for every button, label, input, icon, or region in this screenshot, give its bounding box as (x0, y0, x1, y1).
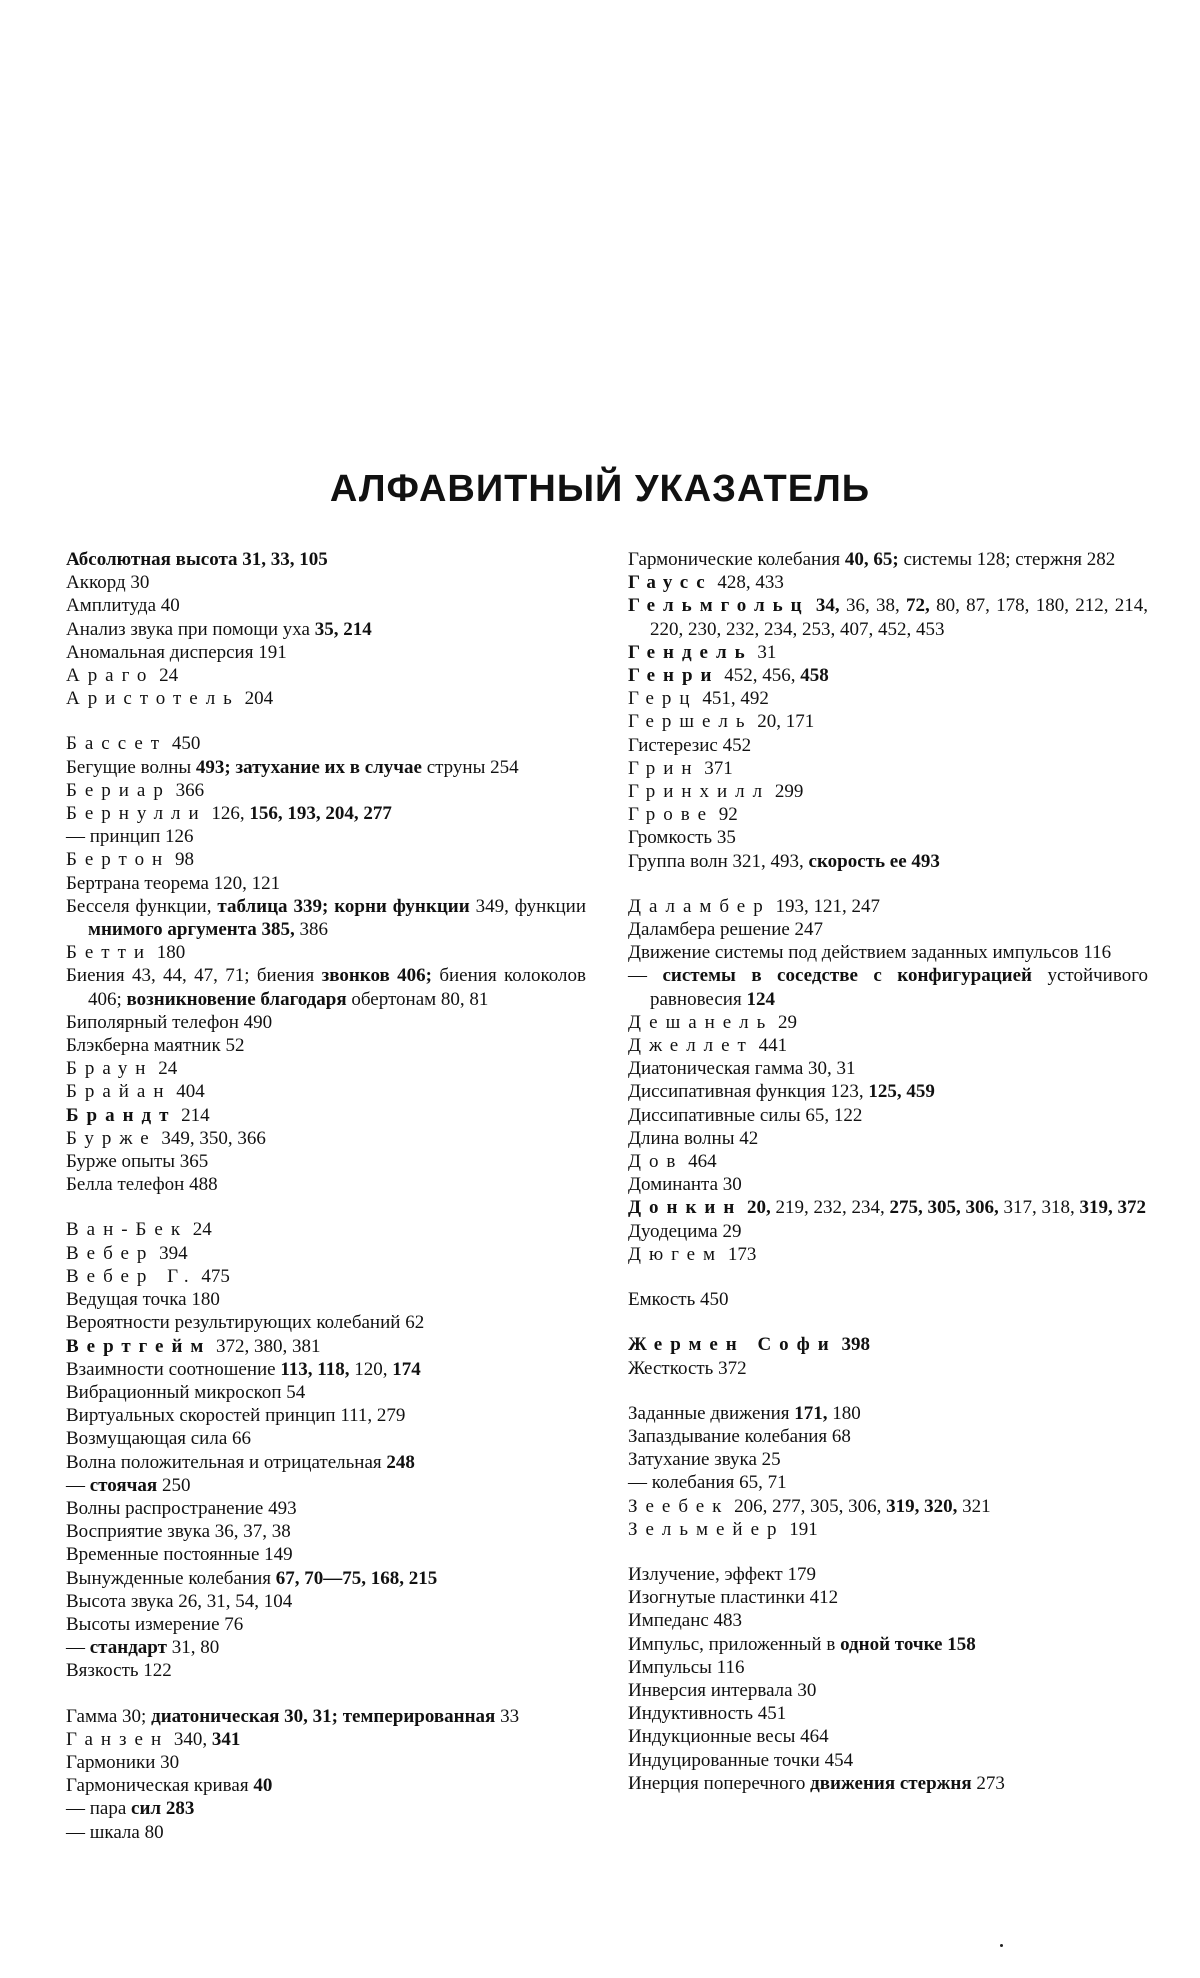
index-entry (66, 1659, 586, 1682)
entry-text: сил 283 (131, 1798, 195, 1820)
entry-name: Донкин (628, 1197, 743, 1219)
index-entry (628, 1011, 1148, 1034)
entry-text: Диатоническая гамма 30, 31 (628, 1058, 856, 1080)
entry-text: Высоты измерение 76 (66, 1613, 244, 1635)
entry-text: 319, 372 (1079, 1197, 1146, 1219)
entry-text: Вынужденные колебания (66, 1567, 276, 1589)
entry-text: Вибрационный микроскоп 54 (66, 1381, 306, 1403)
entry-text: 173 (723, 1243, 757, 1265)
entry-text: Бесселя функции, (66, 895, 218, 917)
index-entry (628, 1173, 1148, 1196)
index-entry (66, 1034, 586, 1057)
index-entry (66, 1427, 586, 1450)
index-column-left (66, 548, 586, 1844)
entry-name: Вертгейм (66, 1335, 212, 1357)
index-entry (628, 1702, 1148, 1725)
entry-text: 193, 121, 247 (770, 895, 880, 917)
entry-text: звонков 406; (321, 965, 432, 987)
entry-name: Бериар (66, 779, 171, 801)
index-entry (66, 1751, 586, 1774)
entry-text: 31, 80 (166, 1637, 220, 1659)
entry-text: 171, (794, 1402, 828, 1424)
entry-text: Гармоническая кривая (66, 1775, 254, 1797)
entry-text: стоячая (89, 1474, 158, 1496)
entry-text: возникновение благодаря (126, 988, 347, 1010)
entry-name: Дюгем (628, 1243, 724, 1265)
entry-text: 321 (957, 1495, 991, 1517)
index-entry (66, 964, 586, 1010)
entry-text: 458 (800, 665, 829, 687)
entry-text: Бертрана теорема 120, 121 (66, 872, 281, 894)
entry-text: 450 (167, 733, 201, 755)
entry-text: Затухание звука 25 (628, 1449, 781, 1471)
index-entry (628, 1633, 1148, 1656)
entry-name: Гершель (628, 711, 753, 733)
index-entry (66, 1567, 586, 1590)
entry-text: Дуодецима 29 (628, 1220, 742, 1242)
entry-text: 24 (154, 665, 179, 687)
index-entry (628, 1220, 1148, 1243)
entry-text: мнимого аргумента 385, (88, 919, 295, 941)
index-entry (628, 850, 1148, 873)
entry-text: Гармонические колебания (628, 549, 845, 570)
entry-text: биения колоколов 406; (88, 965, 587, 1010)
entry-text: системы в соседстве с конфигурацией (662, 965, 1032, 987)
entry-name: Даламбер (628, 895, 771, 917)
entry-text: — (628, 965, 663, 987)
entry-text: 31 (752, 641, 777, 663)
entry-text: Вязкость 122 (66, 1660, 172, 1682)
index-entry (628, 1288, 1148, 1311)
entry-text: 340, (169, 1728, 212, 1750)
entry-text: 372, 380, 381 (211, 1335, 321, 1357)
entry-text: 214 (176, 1104, 210, 1126)
entry-text: 24 (153, 1058, 178, 1080)
entry-text: Движение системы под действием заданных импульсов 116 (628, 942, 1112, 964)
index-entry (66, 1150, 586, 1173)
entry-text: — (66, 1637, 90, 1659)
index-entry (66, 664, 586, 687)
index-entry (66, 1774, 586, 1797)
entry-name: Вебер (66, 1242, 155, 1264)
index-entry (66, 1173, 586, 1196)
index-entry (66, 895, 586, 941)
entry-text: Излучение, эффект 179 (628, 1563, 816, 1585)
index-entry (66, 571, 586, 594)
entry-name: Браун (66, 1058, 154, 1080)
entry-text: Изогнутые пластинки 412 (628, 1587, 839, 1609)
entry-text: 191 (784, 1518, 818, 1540)
entry-text: стандарт (89, 1637, 167, 1659)
entry-text: 275, 305, 306, (889, 1197, 999, 1219)
entry-text: 180 (152, 942, 186, 964)
entry-text: Возмущающая сила 66 (66, 1428, 252, 1450)
entry-name: Жермен Софи (628, 1334, 837, 1356)
index-entry (66, 1520, 586, 1543)
entry-text: 180 (827, 1402, 861, 1424)
entry-text: Биения 43, 44, 47, 71; биения (66, 965, 322, 987)
index-entry (66, 1404, 586, 1427)
index-entry (66, 641, 586, 664)
entry-text: — шкала 80 (66, 1821, 164, 1843)
section-gap (628, 1541, 1148, 1563)
index-entry (66, 756, 586, 779)
index-entry (628, 1725, 1148, 1748)
entry-text: 349, функции (469, 895, 586, 917)
section-gap (628, 1380, 1148, 1402)
entry-text: 475 (196, 1265, 230, 1287)
index-entry (66, 941, 586, 964)
entry-text: 206, 277, 305, 306, (729, 1495, 887, 1517)
index-entry (66, 1335, 586, 1358)
entry-text: 299 (770, 781, 804, 803)
index-entry (66, 1497, 586, 1520)
entry-text: 33 (495, 1705, 520, 1727)
page-speck (1000, 1944, 1003, 1947)
index-entry (628, 964, 1148, 1010)
index-entry (628, 757, 1148, 780)
entry-text: — пара (66, 1798, 132, 1820)
index-entry (628, 895, 1148, 918)
index-entry (628, 1471, 1148, 1494)
entry-text: 72, (906, 595, 930, 617)
entry-text: Запаздывание колебания 68 (628, 1425, 851, 1447)
entry-name: Брайан (66, 1081, 172, 1103)
section-gap (66, 1196, 586, 1218)
index-entry (66, 1265, 586, 1288)
entry-text: 20, (742, 1197, 771, 1219)
entry-text: одной точке 158 (840, 1633, 976, 1655)
entry-text: 98 (170, 849, 194, 871)
entry-text: Импульсы 116 (628, 1656, 745, 1678)
entry-text: Бурже опыты 365 (66, 1151, 209, 1173)
entry-name: Джеллет (628, 1035, 754, 1057)
index-entry (66, 1381, 586, 1404)
index-entry (66, 1127, 586, 1150)
index-entry (66, 1288, 586, 1311)
entry-text: 35, 214 (314, 618, 372, 640)
index-entry (66, 1728, 586, 1751)
section-gap (628, 873, 1148, 895)
index-entry (628, 803, 1148, 826)
entry-text: Вероятности результирующих колебаний 62 (66, 1312, 425, 1334)
entry-text: 317, 318, (998, 1197, 1080, 1219)
entry-text: 36, 38, (845, 595, 907, 617)
index-entry (628, 1057, 1148, 1080)
entry-text: 174 (392, 1358, 421, 1380)
entry-text: устойчивого равновесия (650, 965, 1149, 1010)
entry-text: Доминанта 30 (628, 1174, 742, 1196)
index-entry (66, 1821, 586, 1844)
entry-text: Индукционные весы 464 (628, 1726, 829, 1748)
entry-text: 341 (211, 1728, 241, 1750)
entry-text: Временные постоянные 149 (66, 1544, 293, 1566)
entry-text: 24 (188, 1219, 212, 1241)
index-entry (66, 1011, 586, 1034)
entry-text: Аккорд 30 (66, 572, 150, 594)
entry-name: Дов (628, 1151, 684, 1173)
index-entry (628, 1656, 1148, 1679)
entry-text: Диссипативная функция 123, (628, 1081, 869, 1103)
index-entry (66, 848, 586, 871)
entry-text: 248 (386, 1451, 415, 1473)
entry-text: диатоническая 30, 31; темперированная (151, 1705, 496, 1727)
index-entry (628, 710, 1148, 733)
entry-text: 67, 70—75, 168, 215 (275, 1567, 438, 1589)
index-entry (628, 594, 1148, 640)
entry-text: 451, 492 (697, 688, 769, 710)
index-entry (628, 641, 1148, 664)
index-entry (628, 1609, 1148, 1632)
index-entry (66, 1104, 586, 1127)
entry-text: Анализ звука при помощи уха (66, 618, 315, 640)
index-entry (628, 1772, 1148, 1795)
section-gap (66, 710, 586, 732)
entry-text: Инверсия интервала 30 (628, 1679, 817, 1701)
entry-text: Бегущие волны (66, 756, 196, 778)
entry-text: Восприятие звука 36, 37, 38 (66, 1521, 291, 1543)
entry-name: Бурже (66, 1127, 157, 1149)
entry-name: Ганзен (66, 1728, 170, 1750)
entry-name: Бернулли (66, 803, 207, 825)
index-entry (628, 918, 1148, 941)
entry-name: Бертон (66, 849, 171, 871)
index-entry (628, 1196, 1148, 1219)
index-entry (628, 1150, 1148, 1173)
index-entry (66, 732, 586, 755)
index-entry (66, 779, 586, 802)
index-entry (628, 1127, 1148, 1150)
entry-text: 404 (171, 1081, 205, 1103)
index-entry (628, 548, 1148, 571)
index-entry (628, 1448, 1148, 1471)
entry-text: Аномальная дисперсия 191 (66, 641, 287, 663)
index-entry (66, 825, 586, 848)
index-entry (66, 1218, 586, 1241)
entry-name: Гаусс (628, 572, 713, 594)
entry-text: 219, 232, 234, (770, 1197, 890, 1219)
entry-text: Индуктивность 451 (628, 1703, 787, 1725)
index-entry (628, 1080, 1148, 1103)
entry-text: 493; затухание их в случае (195, 756, 422, 778)
index-entry (628, 1563, 1148, 1586)
entry-text: 394 (154, 1242, 188, 1264)
section-gap (628, 1266, 1148, 1288)
index-entry (628, 571, 1148, 594)
index-entry (66, 1311, 586, 1334)
entry-name: Грове (628, 804, 714, 826)
entry-name: Араго (66, 665, 155, 687)
entry-text: 441 (753, 1035, 788, 1057)
index-entry (628, 1518, 1148, 1541)
index-entry (66, 802, 586, 825)
index-entry (66, 1590, 586, 1613)
entry-name: Аристотель (66, 688, 240, 710)
entry-text: Белла телефон 488 (66, 1174, 218, 1196)
index-entry (628, 1243, 1148, 1266)
entry-text: Взаимности соотношение (66, 1358, 281, 1380)
entry-name: Зеебек (628, 1495, 730, 1517)
index-entry (628, 1104, 1148, 1127)
index-entry (628, 687, 1148, 710)
index-entry (628, 1425, 1148, 1448)
entry-text: 92 (713, 804, 738, 826)
section-gap (628, 1311, 1148, 1333)
index-column-right (628, 548, 1148, 1795)
entry-text: системы 128; стержня 282 (898, 549, 1116, 570)
entry-name: Гринхилл (628, 781, 771, 803)
index-entry (628, 1586, 1148, 1609)
entry-text: 156, 193, 204, 277 (249, 803, 392, 825)
entry-text: 124 (746, 988, 775, 1010)
entry-text: 40 (253, 1775, 273, 1797)
index-entry (66, 1474, 586, 1497)
index-entry (66, 1543, 586, 1566)
entry-text: 204 (239, 688, 274, 710)
index-entry (628, 826, 1148, 849)
index-entry (628, 1034, 1148, 1057)
entry-text: 398 (836, 1334, 870, 1356)
entry-text: Индуцированные точки 454 (628, 1749, 854, 1771)
entry-text: Абсолютная высота 31, (66, 549, 271, 570)
entry-text: Даламбера решение 247 (628, 919, 824, 941)
entry-text: Громкость 35 (628, 827, 736, 849)
entry-name: Гендель (628, 641, 753, 663)
index-entry (66, 1080, 586, 1103)
page-title: АЛФАВИТНЫЙ УКАЗАТЕЛЬ (329, 468, 871, 510)
entry-text: 20, 171 (752, 711, 815, 733)
entry-name: Дешанель (628, 1011, 774, 1033)
index-entry (66, 1613, 586, 1636)
entry-text: 40, 65; (844, 549, 899, 570)
index-entry (628, 734, 1148, 757)
index-entry (66, 618, 586, 641)
entry-name: Брандт (66, 1104, 177, 1126)
entry-name: Гельмгольц (628, 595, 810, 617)
entry-text: Гармоники 30 (66, 1751, 180, 1773)
entry-text: 386 (294, 919, 329, 941)
entry-text: 273 (971, 1772, 1005, 1794)
entry-text: 34, (809, 595, 846, 617)
entry-text: 349, 350, 366 (156, 1127, 266, 1149)
entry-text: 366 (170, 779, 205, 801)
index-entry (66, 1797, 586, 1820)
index-entry (628, 1495, 1148, 1518)
entry-text: Диссипативные силы 65, 122 (628, 1104, 863, 1126)
entry-text: 428, 433 (712, 572, 784, 594)
entry-name: Бассет (66, 733, 168, 755)
entry-name: Герц (628, 688, 698, 710)
entry-text: 319, 320, (886, 1495, 958, 1517)
entry-text: Заданные движения (628, 1402, 795, 1424)
index-entry (66, 687, 586, 710)
index-entry (66, 1057, 586, 1080)
entry-text: — колебания 65, 71 (628, 1472, 787, 1494)
entry-text: Импульс, приложенный в (628, 1633, 841, 1655)
index-entry (628, 1402, 1148, 1425)
entry-text: 113, 118, (280, 1358, 350, 1380)
entry-text: 29 (773, 1011, 798, 1033)
entry-text: 250 (157, 1474, 191, 1496)
index-entry (66, 548, 586, 571)
entry-name: Ван-Бек (66, 1219, 189, 1241)
entry-text: движения стержня (810, 1772, 972, 1794)
entry-text: Волны распространение 493 (66, 1497, 297, 1519)
index-entry (66, 872, 586, 895)
index-entry (628, 664, 1148, 687)
entry-name: Вебер Г. (66, 1265, 197, 1287)
entry-text: Блэкберна маятник 52 (66, 1035, 245, 1057)
entry-text: Жесткость 372 (628, 1357, 747, 1379)
entry-text: Высота звука 26, 31, 54, 104 (66, 1590, 293, 1612)
entry-text: 371 (699, 757, 733, 779)
index-entry (66, 594, 586, 617)
entry-text: Виртуальных скоростей принцип 111, 279 (66, 1405, 406, 1427)
entry-text: Инерция поперечного (628, 1772, 811, 1794)
entry-text: Импеданс 483 (628, 1610, 743, 1632)
entry-text: Гистерезис 452 (628, 734, 752, 756)
section-gap (66, 1683, 586, 1705)
entry-text: 464 (683, 1151, 717, 1173)
entry-text: Биполярный телефон 490 (66, 1011, 273, 1033)
entry-text: 33, 105 (270, 549, 328, 570)
index-entry (66, 1705, 586, 1728)
entry-text: Ведущая точка 180 (66, 1289, 220, 1311)
index-entry (628, 941, 1148, 964)
entry-text: 125, 459 (868, 1081, 935, 1103)
entry-text: струны 254 (421, 756, 519, 778)
index-entry (628, 1679, 1148, 1702)
entry-text: Гамма 30; (66, 1705, 152, 1727)
index-entry (628, 1333, 1148, 1356)
entry-text: Амплитуда 40 (66, 595, 180, 617)
entry-text: — (66, 1474, 90, 1496)
entry-text: — принцип 126 (66, 826, 194, 848)
entry-text: Емкость 450 (628, 1289, 729, 1311)
index-entry (628, 1749, 1148, 1772)
index-entry (628, 780, 1148, 803)
entry-text: 120, (349, 1358, 393, 1380)
entry-text: таблица 339; корни функции (217, 895, 470, 917)
entry-name: Бетти (66, 942, 153, 964)
entry-text: обертонам 80, 81 (346, 988, 489, 1010)
entry-text: 126, (206, 803, 250, 825)
entry-name: Генри (628, 665, 720, 687)
entry-text: 452, 456, (719, 665, 801, 687)
entry-name: Зельмейер (628, 1518, 785, 1540)
index-entry (628, 1357, 1148, 1380)
index-entry (66, 1242, 586, 1265)
entry-name: Грин (628, 757, 700, 779)
entry-text: Волна положительная и отрицательная (66, 1451, 387, 1473)
entry-text: Длина волны 42 (628, 1127, 759, 1149)
entry-text: скорость ее 493 (808, 850, 940, 872)
index-entry (66, 1451, 586, 1474)
index-entry (66, 1636, 586, 1659)
entry-text: Группа волн 321, 493, (628, 850, 809, 872)
index-entry (66, 1358, 586, 1381)
entry-text: 80, 87, 178, 180, 212, 214, 220, 230, 232, 234, 253, 407, 452, 453 (650, 595, 1149, 640)
